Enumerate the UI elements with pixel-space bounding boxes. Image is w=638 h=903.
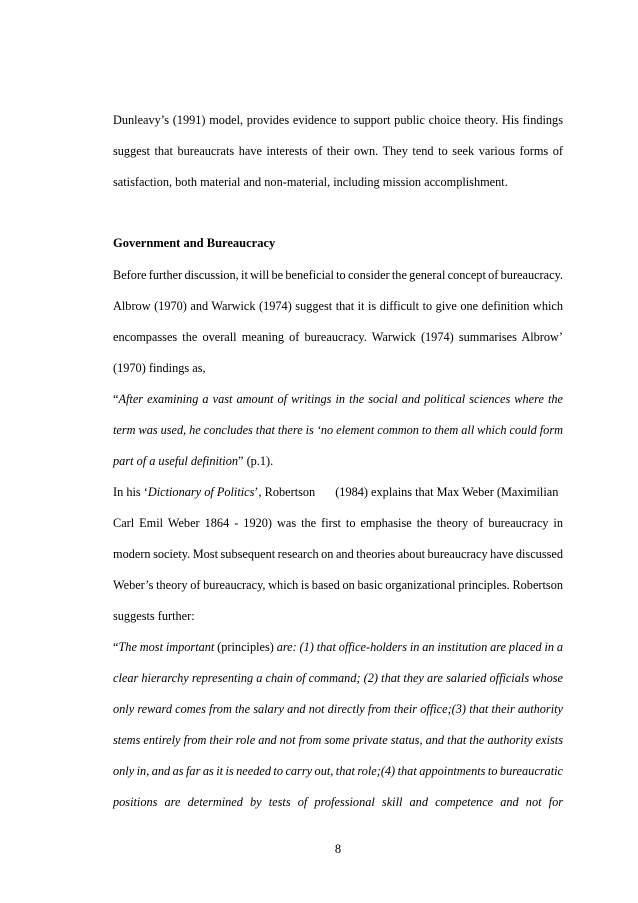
- quote-2-line-6: [113, 794, 563, 810]
- quote-1-line-1-text: After examining a vast amount of writings in the social and political sciences where the: [118, 392, 563, 406]
- quote-1-line-2: [113, 422, 563, 438]
- quote-1-line-2-text: term was used, he concludes that there is ‘no element common to them all which could form: [113, 423, 563, 437]
- quote-2-line-1-b: are: (1) that office-holders in an institution are placed in a: [276, 640, 563, 654]
- quote-2-line-5-text: only in, and as far as it is needed to carry out, that role;(4) that appointments to bureaucratic: [113, 764, 563, 778]
- quote-2-line-1-plain: (principles): [214, 640, 277, 654]
- quote-2-line-3-text: only reward comes from the salary and not directly from their office;(3) that their authority: [113, 702, 563, 716]
- quote-2-line-6-text: positions are determined by tests of professional skill and competence and not for: [113, 795, 563, 809]
- quote-1-line-1: [113, 391, 563, 407]
- paragraph-1-line-1: Dunleavy’s (1991) model, provides evidence to support public choice theory. His findings: [113, 113, 563, 127]
- paragraph-1-line-3: satisfaction, both material and non-material, including mission accomplishment.: [113, 175, 508, 189]
- quote-1-line-3: [113, 453, 563, 469]
- quote-2-line-2-text: clear hierarchy representing a chain of command; (2) that they are salaried officials whose: [113, 671, 563, 685]
- page-number: 8: [334, 842, 342, 856]
- section-heading: Government and Bureaucracy: [113, 236, 276, 250]
- quote-2-line-5: [113, 763, 563, 779]
- paragraph-3-line-4: Weber’s theory of bureaucracy, which is based on basic organizational principles. Robertson: [113, 578, 563, 592]
- paragraph-3-line-1-b: ’, Robertson: [254, 485, 316, 499]
- paragraph-2-line-3: encompasses the overall meaning of bureaucracy. Warwick (1974) summarises Albrow’: [113, 330, 563, 344]
- paragraph-2-line-1: Before further discussion, it will be beneficial to consider the general concept of bureaucracy.: [113, 268, 563, 282]
- book-title: Dictionary of Politics: [147, 485, 255, 499]
- quote-1-citation: ” (p.1).: [238, 454, 274, 468]
- paragraph-2-line-4: (1970) findings as,: [113, 361, 206, 375]
- paragraph-3-line-2: Carl Emil Weber 1864 - 1920) was the first to emphasise the theory of bureaucracy in: [113, 516, 563, 530]
- quote-1-line-3-text: part of a useful definition: [113, 454, 239, 468]
- paragraph-3-line-5: suggests further:: [113, 609, 195, 623]
- quote-1-open-mark: “: [113, 392, 119, 406]
- quote-2-line-1-a: The most important: [118, 640, 215, 654]
- quote-2-line-4: [113, 732, 563, 748]
- paragraph-3-line-1-a: In his ‘: [113, 485, 148, 499]
- paragraph-3-line-1-c: (1984) explains that Max Weber (Maximilian: [335, 485, 559, 499]
- paragraph-3-line-1: [113, 484, 563, 500]
- paragraph-1-line-2: suggest that bureaucrats have interests of their own. They tend to seek various forms of: [113, 144, 563, 158]
- quote-2-line-4-text: stems entirely from their role and not from some private status, and that the authority exists: [113, 733, 563, 747]
- quote-2-line-2: [113, 670, 563, 686]
- quote-2-open-mark: “: [113, 640, 119, 654]
- paragraph-2-line-2: Albrow (1970) and Warwick (1974) suggest that it is difficult to give one definition which: [113, 299, 563, 313]
- paragraph-3-line-3: modern society. Most subsequent research on and theories about bureaucracy have discussed: [113, 547, 563, 561]
- quote-2-line-1: [113, 639, 563, 655]
- quote-2-line-3: [113, 701, 563, 717]
